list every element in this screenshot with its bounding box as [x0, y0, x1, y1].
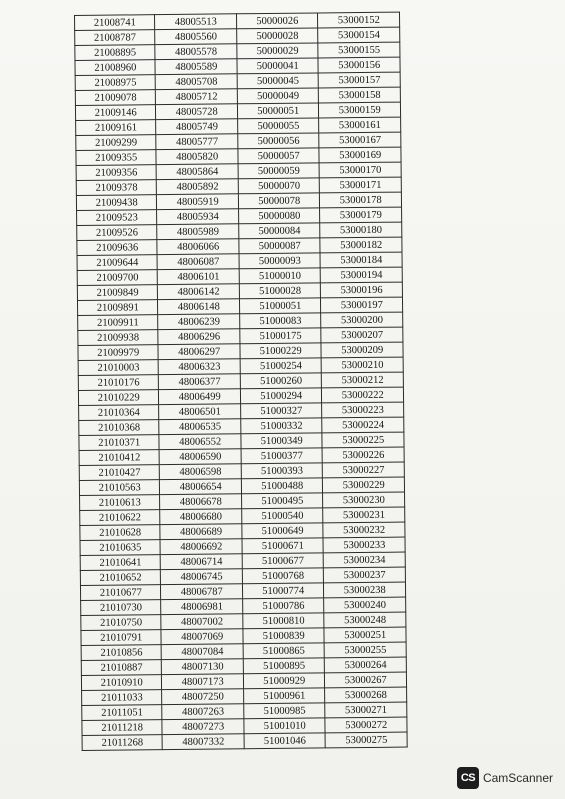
table-cell: 53000179 [320, 207, 402, 223]
table-cell: 48005708 [156, 74, 238, 90]
table-cell: 21009523 [77, 210, 158, 226]
table-cell: 48007250 [162, 689, 244, 705]
table-cell: 21010628 [80, 525, 161, 541]
table-cell: 21010887 [81, 660, 162, 676]
table-cell: 53000158 [319, 87, 401, 103]
table-cell: 50000028 [237, 28, 319, 44]
table-cell: 21010641 [80, 555, 161, 571]
table-cell: 21010622 [80, 510, 161, 526]
table-cell: 48006501 [159, 404, 241, 420]
table-cell: 48006296 [158, 329, 240, 345]
table-cell: 21009378 [76, 180, 157, 196]
table-cell: 53000155 [318, 42, 400, 58]
table-cell: 51000839 [243, 628, 325, 644]
table-cell: 51000895 [243, 658, 325, 674]
table-cell: 48007130 [162, 659, 244, 675]
table-cell: 21010613 [80, 495, 161, 511]
table-cell: 21009644 [77, 255, 158, 271]
table-cell: 53000255 [325, 642, 407, 658]
camscanner-watermark [457, 767, 553, 789]
table-cell: 53000233 [323, 537, 405, 553]
table-cell: 21009526 [77, 225, 158, 241]
table-cell: 53000230 [323, 492, 405, 508]
table-cell: 48005934 [157, 209, 239, 225]
table-cell: 51000377 [241, 448, 323, 464]
table-cell: 21010371 [79, 435, 160, 451]
table-cell: 51000083 [240, 313, 322, 329]
table-cell: 48005513 [155, 14, 237, 30]
table-cell: 50000087 [239, 238, 321, 254]
table-cell: 53000157 [319, 72, 401, 88]
table-cell: 51000332 [241, 418, 323, 434]
table-cell: 51000961 [244, 688, 326, 704]
table-cell: 51000254 [240, 358, 322, 374]
table-cell: 48006654 [160, 479, 242, 495]
table-cell: 51000677 [242, 553, 324, 569]
table-cell: 51000294 [240, 388, 322, 404]
table-cell: 48006535 [159, 419, 241, 435]
table-cell: 53000223 [322, 402, 404, 418]
table-cell: 51000051 [239, 298, 321, 314]
table-cell: 50000084 [239, 223, 321, 239]
table-cell: 48006087 [157, 254, 239, 270]
table-cell: 48005749 [156, 119, 238, 135]
table-cell: 51000810 [243, 613, 325, 629]
table-cell: 48006297 [158, 344, 240, 360]
table-cell: 21010364 [79, 405, 160, 421]
table-cell: 53000227 [323, 462, 405, 478]
table-cell: 48005892 [157, 179, 239, 195]
table-cell: 48006714 [161, 554, 243, 570]
table-cell: 48006101 [158, 269, 240, 285]
table-cell: 53000178 [320, 192, 402, 208]
table-cell: 21009161 [76, 120, 157, 136]
table-cell: 48007332 [163, 734, 245, 750]
table-cell: 50000080 [239, 208, 321, 224]
table-cell: 48007263 [162, 704, 244, 720]
table-cell: 48005560 [155, 29, 237, 45]
table-cell: 51001046 [244, 733, 326, 749]
table-cell: 21009299 [76, 135, 157, 151]
table-cell: 53000197 [321, 297, 403, 313]
table-cell: 53000229 [323, 477, 405, 493]
table-cell: 48005589 [155, 59, 237, 75]
table-cell: 48006981 [161, 599, 243, 615]
table-cell: 53000196 [321, 282, 403, 298]
table-cell: 51000985 [244, 703, 326, 719]
table-cell: 51000671 [242, 538, 324, 554]
table-cell: 53000272 [325, 717, 407, 733]
table-cell: 50000055 [238, 118, 320, 134]
table-cell: 51000175 [240, 328, 322, 344]
table-cell: 48007002 [161, 614, 243, 630]
table-cell: 53000268 [325, 687, 407, 703]
table-cell: 21009355 [76, 150, 157, 166]
table-cell: 48006590 [160, 449, 242, 465]
table-row [82, 732, 407, 750]
table-cell: 48005864 [157, 164, 239, 180]
camscanner-logo-icon: CS [457, 767, 479, 789]
table-cell: 21008895 [75, 45, 156, 61]
table-cell: 21009078 [75, 90, 156, 106]
table-cell: 50000057 [238, 148, 320, 164]
table-cell: 53000275 [326, 732, 408, 748]
table-cell: 51000260 [240, 373, 322, 389]
table-cell: 21011051 [82, 705, 163, 721]
table-cell: 21011218 [82, 720, 163, 736]
table-cell: 53000159 [319, 102, 401, 118]
table-cell: 53000182 [320, 237, 402, 253]
table-cell: 48006499 [159, 389, 241, 405]
table-cell: 48006787 [161, 584, 243, 600]
table-cell: 53000200 [321, 312, 403, 328]
table-cell: 21009438 [76, 195, 157, 211]
table-cell: 48006377 [159, 374, 241, 390]
table-cell: 21008960 [75, 60, 156, 76]
table-cell: 53000237 [324, 567, 406, 583]
table-cell: 21010368 [79, 420, 160, 436]
table-cell: 21011033 [82, 690, 163, 706]
table-cell: 53000184 [320, 252, 402, 268]
table-cell: 50000049 [237, 88, 319, 104]
table-cell: 53000251 [324, 627, 406, 643]
table-cell: 50000041 [237, 58, 319, 74]
table-cell: 48006745 [161, 569, 243, 585]
table-cell: 48007084 [162, 644, 244, 660]
table-cell: 53000238 [324, 582, 406, 598]
table-cell: 53000209 [321, 342, 403, 358]
table-cell: 48006323 [159, 359, 241, 375]
table-cell: 51000786 [243, 598, 325, 614]
table-cell: 53000154 [318, 27, 400, 43]
table-cell: 51000327 [241, 403, 323, 419]
table-cell: 50000051 [237, 103, 319, 119]
table-cell: 21009700 [77, 270, 158, 286]
table-cell: 51000540 [242, 508, 324, 524]
table-cell: 48006678 [160, 494, 242, 510]
table-cell: 53000161 [319, 117, 401, 133]
table-cell: 51000349 [241, 433, 323, 449]
table-cell: 53000167 [319, 132, 401, 148]
table-cell: 48006066 [157, 239, 239, 255]
table-cell: 21010910 [81, 675, 162, 691]
table-cell: 48005728 [156, 104, 238, 120]
table-cell: 48005919 [157, 194, 239, 210]
table-cell: 51000488 [241, 478, 323, 494]
table-cell: 53000222 [322, 387, 404, 403]
table-cell: 53000226 [323, 447, 405, 463]
table-cell: 21010003 [78, 360, 159, 376]
table-cell: 21009911 [78, 315, 159, 331]
table-cell: 53000169 [319, 147, 401, 163]
table-cell: 48005989 [157, 224, 239, 240]
table-cell: 21010856 [81, 645, 162, 661]
table-cell: 50000026 [236, 13, 318, 29]
table-cell: 21009938 [78, 330, 159, 346]
table-cell: 53000152 [318, 12, 400, 28]
table-cell: 53000180 [320, 222, 402, 238]
table-cell: 53000212 [322, 372, 404, 388]
camscanner-brand-text: CamScanner [482, 771, 553, 785]
table-cell: 53000207 [321, 327, 403, 343]
table-cell: 48006552 [159, 434, 241, 450]
table-cell: 51000768 [242, 568, 324, 584]
table-cell: 21010791 [81, 630, 162, 646]
table-cell: 51000229 [240, 343, 322, 359]
table-cell: 21010652 [80, 570, 161, 586]
table-cell: 51000010 [239, 268, 321, 284]
table-cell: 50000056 [238, 133, 320, 149]
table-cell: 21009891 [77, 300, 158, 316]
table-cell: 48006142 [158, 284, 240, 300]
table-cell: 21009979 [78, 345, 159, 361]
number-table [74, 12, 408, 751]
table-cell: 53000156 [318, 57, 400, 73]
table-cell: 21010427 [79, 465, 160, 481]
table-cell: 48006239 [158, 314, 240, 330]
table-cell: 51000774 [242, 583, 324, 599]
table-cell: 50000045 [237, 73, 319, 89]
table-cell: 21010412 [79, 450, 160, 466]
table-cell: 53000234 [324, 552, 406, 568]
table-cell: 53000267 [325, 672, 407, 688]
table-cell: 51000393 [241, 463, 323, 479]
table-cell: 48007273 [162, 719, 244, 735]
table-cell: 53000231 [323, 507, 405, 523]
table-cell: 48006680 [160, 509, 242, 525]
table-cell: 50000093 [239, 253, 321, 269]
table-cell: 50000029 [237, 43, 319, 59]
table-cell: 48005777 [156, 134, 238, 150]
table-cell: 51000495 [242, 493, 324, 509]
table-cell: 21010677 [80, 585, 161, 601]
table-cell: 21010229 [78, 390, 159, 406]
table-cell: 21009636 [77, 240, 158, 256]
table-cell: 21009849 [77, 285, 158, 301]
table-cell: 21008975 [75, 75, 156, 91]
table-cell: 51000865 [243, 643, 325, 659]
table-cell: 51000929 [243, 673, 325, 689]
table-cell: 21009146 [75, 105, 156, 121]
table-cell: 48007069 [161, 629, 243, 645]
table-cell: 48005820 [156, 149, 238, 165]
table-cell: 53000271 [325, 702, 407, 718]
table-cell: 21008741 [75, 15, 156, 31]
number-table-body [75, 12, 408, 750]
table-cell: 21010635 [80, 540, 161, 556]
table-cell: 50000070 [238, 178, 320, 194]
table-cell: 53000225 [322, 432, 404, 448]
table-cell: 21010176 [78, 375, 159, 391]
table-cell: 48005578 [155, 44, 237, 60]
table-cell: 53000264 [325, 657, 407, 673]
table-cell: 53000232 [323, 522, 405, 538]
table-cell: 53000224 [322, 417, 404, 433]
table-cell: 48005712 [156, 89, 238, 105]
table-cell: 21010730 [81, 600, 162, 616]
table-cell: 48006598 [160, 464, 242, 480]
table-cell: 48006689 [160, 524, 242, 540]
table-cell: 48007173 [162, 674, 244, 690]
table-cell: 21008787 [75, 30, 156, 46]
table-cell: 53000194 [321, 267, 403, 283]
table-cell: 53000248 [324, 612, 406, 628]
table-cell: 53000240 [324, 597, 406, 613]
table-cell: 51000028 [239, 283, 321, 299]
table-cell: 50000059 [238, 163, 320, 179]
table-cell: 50000078 [238, 193, 320, 209]
table-cell: 53000210 [322, 357, 404, 373]
table-cell: 53000171 [320, 177, 402, 193]
table-cell: 21010563 [79, 480, 160, 496]
table-cell: 51001010 [244, 718, 326, 734]
table-cell: 21009356 [76, 165, 157, 181]
table-cell: 21010750 [81, 615, 162, 631]
table-cell: 53000170 [320, 162, 402, 178]
table-cell: 21011268 [82, 735, 163, 751]
table-cell: 51000649 [242, 523, 324, 539]
table-cell: 48006148 [158, 299, 240, 315]
table-cell: 48006692 [160, 539, 242, 555]
